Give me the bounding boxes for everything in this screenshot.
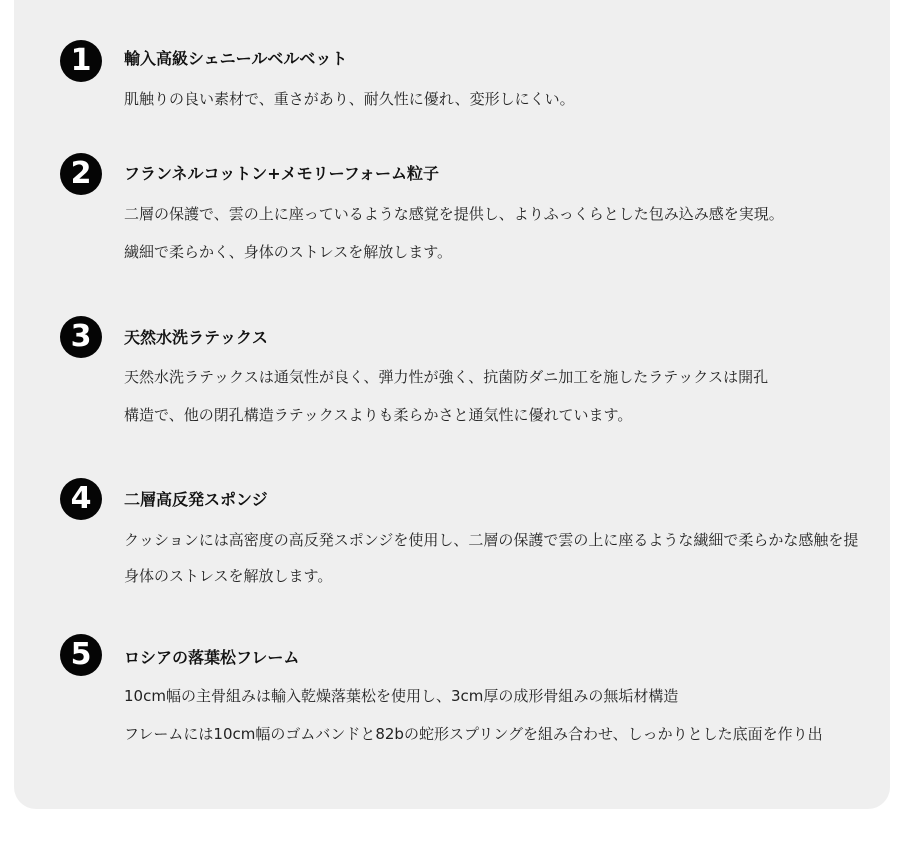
feature-item-4 [14, 478, 890, 618]
feature-desc-4-line-2: 身体のストレスを解放します。 [124, 567, 333, 585]
feature-item-5 [14, 634, 890, 774]
number-badge-5: 5 [60, 634, 102, 676]
feature-item-2 [14, 153, 890, 293]
feature-desc-2-line-2: 繊細で柔らかく、身体のストレスを解放します。 [124, 243, 453, 261]
feature-desc-1-line-1: 肌触りの良い素材で、重さがあり、耐久性に優れ、変形しにくい。 [124, 90, 575, 108]
feature-title-5: ロシアの落葉松フレーム [124, 648, 300, 667]
number-badge-1: 1 [60, 40, 102, 82]
feature-title-2: フランネルコットン+メモリーフォーム粒子 [124, 164, 440, 183]
feature-title-3: 天然水洗ラテックス [124, 328, 268, 347]
feature-panel [14, 0, 890, 809]
feature-title-1: 輸入高級シェニールベルベット [124, 49, 348, 68]
feature-desc-3-line-1: 天然水洗ラテックスは通気性が良く、弾力性が強く、抗菌防ダニ加工を施したラテックスは開孔 [124, 368, 769, 386]
feature-desc-2-line-1: 二層の保護で、雲の上に座っているような感覚を提供し、よりふっくらとした包み込み感を実現。 [124, 205, 784, 223]
number-badge-2: 2 [60, 153, 102, 195]
feature-item-3 [14, 316, 890, 456]
number-badge-4: 4 [60, 478, 102, 520]
number-badge-3: 3 [60, 316, 102, 358]
feature-desc-5-line-2: フレームには10cm幅のゴムバンドと82bの蛇形スプリングを組み合わせ、しっかりとした底面を作り出 [124, 725, 823, 743]
feature-desc-3-line-2: 構造で、他の閉孔構造ラテックスよりも柔らかさと通気性に優れています。 [124, 406, 633, 424]
feature-title-4: 二層高反発スポンジ [124, 490, 268, 509]
feature-desc-4-line-1: クッションには高密度の高反発スポンジを使用し、二層の保護で雲の上に座るような繊細で柔らかな感触を提 [124, 531, 859, 549]
feature-desc-5-line-1: 10cm幅の主骨組みは輸入乾燥落葉松を使用し、3cm厚の成形骨組みの無垢材構造 [124, 687, 679, 705]
